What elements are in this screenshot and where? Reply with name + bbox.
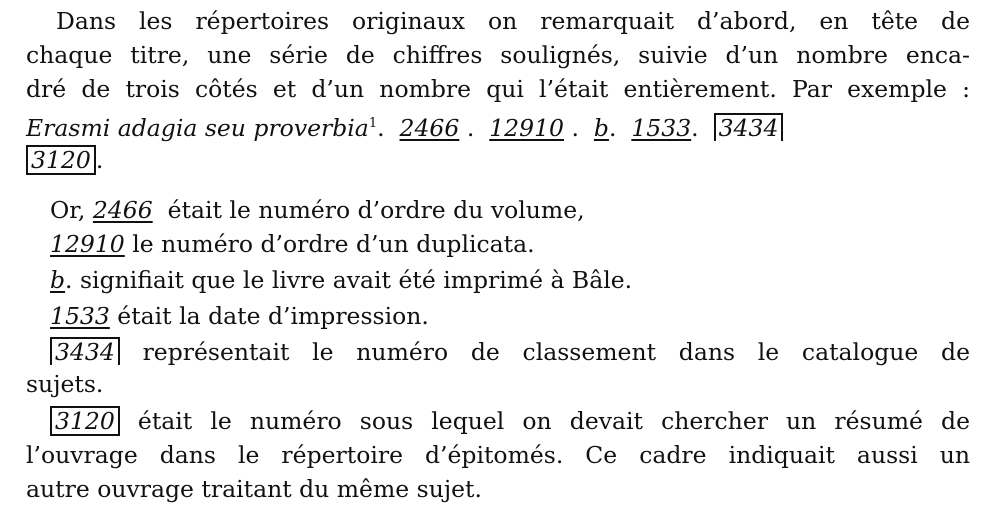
item-line <box>26 438 970 472</box>
item-text: représentait le numéro de classement dans le catalogue de <box>142 338 970 366</box>
volume-number: 2466 <box>399 113 460 142</box>
item-text: était le numéro sous lequel on devait chercher un résumé de <box>137 407 970 435</box>
paragraph-text: Dans les répertoires originaux on remarquait d’abord, en tête de <box>56 7 970 35</box>
epitome-number-box: 3120 <box>50 406 120 436</box>
subject-number-box: 3434 <box>714 113 784 141</box>
item-text: était le numéro d’ordre du volume, <box>167 196 585 224</box>
duplicate-number: 12910 <box>50 230 125 258</box>
item-line <box>50 263 632 297</box>
date-number: 1533 <box>631 113 692 142</box>
duplicate-number: 12910 <box>489 113 564 142</box>
footnote-marker: 1 <box>368 116 378 131</box>
item-text: autre ouvrage traitant du même sujet. <box>26 475 482 503</box>
text-line <box>26 38 970 72</box>
paragraph-text: chaque titre, une série de chiffres soulignés, suivie d’un nombre enca- <box>26 41 970 69</box>
item-intro: Or, <box>50 196 86 224</box>
item-line <box>50 335 970 369</box>
item-line <box>50 404 970 438</box>
item-text: . signifiait que le livre avait été imprimé à Bâle. <box>65 266 633 294</box>
place-code: b <box>50 266 66 294</box>
paragraph-text: dré de trois côtés et d’un nombre qui l’était entièrement. Par exemple : <box>26 75 970 103</box>
epitome-number-box: 3120 <box>26 145 96 175</box>
subject-number-box: 3434 <box>50 337 120 365</box>
item-line <box>26 472 482 506</box>
text-line <box>26 72 970 106</box>
example-line-2: 3120 . <box>26 143 103 177</box>
item-line <box>50 227 535 261</box>
volume-number: 2466 <box>92 196 153 224</box>
item-text: sujets. <box>26 370 104 398</box>
item-line <box>26 367 103 401</box>
item-text: l’ouvrage dans le répertoire d’épitomés. Ce cadre indiquait aussi un <box>26 441 970 469</box>
example-line: Erasmi adagia seu proverbia$^1$. 2466 . 12910 . b. 1533. 3434 <box>26 107 970 141</box>
book-title: Erasmi adagia seu proverbia <box>26 113 369 142</box>
place-code: b <box>593 113 609 142</box>
item-text: le numéro d’ordre d’un duplicata. <box>132 230 535 258</box>
item-line <box>50 299 429 333</box>
item-line <box>50 193 585 227</box>
date-number: 1533 <box>50 302 110 330</box>
text-line <box>56 4 970 38</box>
item-text: était la date d’impression. <box>117 302 429 330</box>
